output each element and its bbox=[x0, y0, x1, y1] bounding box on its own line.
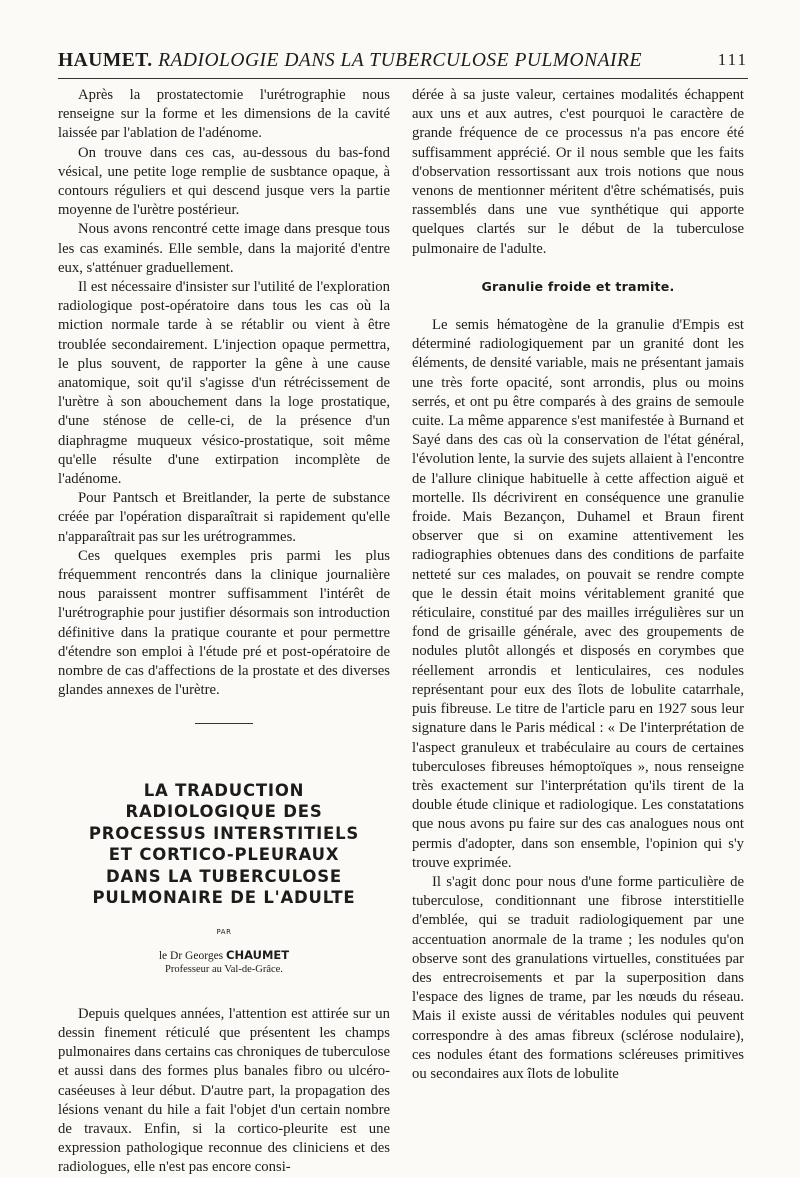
running-header bbox=[58, 50, 748, 79]
paragraph: Il s'agit donc pour nous d'une forme particulière de tuberculose, conditionnant une fibrose interstitielle d'emblée, qui se traduit radiologiquement par une accentuation anormale de la trame ; les nodules qu'on observe sont des granulations virtuelles, constituées par des entrecroisements et par la superposition dans l'espace des lignes de trame, par les nœuds du réseau. Mais il existe aussi de véritables nodules qui peuvent correspondre à des amas fibreux (sclérose nodulaire), ces nodules étant des formations scléreuses primitives ou secondaires aux îlots de lobulite bbox=[412, 873, 744, 1082]
article-title-line: ET CORTICO-PLEURAUX bbox=[108, 845, 340, 864]
byline-prefix: le Dr Georges bbox=[158, 949, 224, 962]
right-column bbox=[412, 86, 744, 1084]
article-title-line: RADIOLOGIQUE DES bbox=[125, 802, 323, 821]
paragraph: Le semis hématogène de la granulie d'Empis est déterminé radiologiquement par un granité dont les éléments, de densité variable, mais ne présentant jamais une très forte opacité, sont arrondis, plus ou moins serrés, et ont pu être comparés à des grains de semoule cuite. La même apparence s'est manifestée à Burnand et Sayé dans des cas où la conservation de l'état général, l'évolution lente, la survie des sujets allaient à l'encontre de l'allure clinique habituelle à cette affection aiguë et mortelle. Ils décrivirent en conséquence une granulie froide. Mais Bezançon, Duhamel et Braun firent observer que si on examine attentivement les radiographies obtenues dans des conditions de parfaite netteté sur ces malades, on pouvait se rendre compte que le dessin était moins véritablement granité que réticulaire, constitué par des mailles irrégulières sur un fond de grisaille générale, avec des groupements de nodules plutôt allongés et disposés en corymbes que réellement arrondis et lenticulaires, ces nodules représentant pour eux des îlots de lobulite catarrhale, puis fibreuse. Le titre de l'article paru en 1927 sous leur signature dans le Paris médical : « De l'interprétation de l'aspect granuleux et trabéculaire au cours de certaines tuberculoses fibreuses hémoptoïques », nous renseigne très exactement sur l'interprétation qu'ils tirent de la double étude clinique et radiologique. Les constatations que nous avons pu faire sur des cas analogues nous ont permis d'adopter, dans son ensemble, l'opinion qui s'y trouve exprimée. bbox=[412, 317, 744, 871]
article-title-line: DANS LA TUBERCULOSE bbox=[106, 866, 342, 886]
header-author: HAUMET. bbox=[58, 50, 153, 71]
article-title bbox=[58, 780, 390, 909]
article-title-line: PULMONAIRE DE L'ADULTE bbox=[92, 888, 356, 907]
paragraph: Pour Pantsch et Breitlander, la perte de substance créée par l'opération disparaîtrait si rapidement qu'elle n'apparaîtrait pas sur les urétrogrammes. bbox=[58, 490, 390, 545]
author-name: CHAUMET bbox=[226, 947, 290, 962]
par-label: PAR bbox=[216, 927, 232, 936]
section-heading: Granulie froide et tramite. bbox=[481, 278, 675, 294]
article-title-line: PROCESSUS INTERSTITIELS bbox=[88, 823, 360, 843]
paragraph: Il est nécessaire d'insister sur l'utilité de l'exploration radiologique post-opératoire dans tous les cas où la miction normale tarde à se rétablir ou vient à être troublée secondairement. L'injection opaque permettra, le plus souvent, de rapporter la gêne à une cause anatomique, soit qu'il s'agisse d'un rétrécissement de l'urètre à son abouchement dans la loge prostatique, d'une sténose de celle-ci, de la présence d'un diaphragme muqueux vésico-prostatique, soit même qu'elle résulte d'une extirpation incomplète de l'adénome. bbox=[58, 279, 390, 488]
article-title-line: LA TRADUCTION bbox=[143, 780, 305, 800]
paragraph: Après la prostatectomie l'urétrographie nous renseigne sur la forme et les dimensions de la cavité laissée par l'ablation de l'adénome. bbox=[58, 87, 390, 142]
paragraph: Ces quelques exemples pris parmi les plus fréquemment rencontrés dans la clinique journalière nous paraissent montrer suffisamment l'intérêt de l'urétrographie pour justifier désormais son introduction définitive dans la pratique courante et pour permettre d'étendre son emploi à l'étude pré et post-opératoire de nombre de cas d'affections de la prostate et des diverses glandes annexes de l'urètre. bbox=[58, 547, 390, 699]
continued-paragraph: dérée à sa juste valeur, certaines modalités échappent aux uns et aux autres, c'est pourquoi le caractère de grande fréquence de ce processus n'a pas encore été suffisamment apprécié. Or il nous semble que les faits d'observation ressortissant aux trois notions que nous venons de mentionner méritent d'être schématisés, puis rassemblés dans une vue synthétique qui apporte quelques clartés sur le début de la tuberculose pulmonaire de l'adulte. bbox=[412, 87, 744, 257]
header-title: RADIOLOGIE DANS LA TUBERCULOSE PULMONAIRE bbox=[158, 50, 642, 71]
byline bbox=[58, 948, 390, 963]
article-intro-paragraph: Depuis quelques années, l'attention est attirée sur un dessin finement réticulé que présentent les champs pulmonaires dans certains cas chroniques de tuberculose et aussi dans des formes plus banales fibro ou ulcéro-caséeuses à leur début. D'autre part, la propagation des lésions venant du hile a fait l'objet d'un certain nombre de travaux. Enfin, si la cortico-pleurite est une expression pathologique reconnue des cliniciens et des radiologues, elle n'est pas encore consi- bbox=[58, 1005, 390, 1176]
paragraph: Nous avons rencontré cette image dans presque tous les cas examinés. Elle semble, dans la majorité d'entre eux, s'atténuer graduellement. bbox=[58, 221, 390, 276]
left-column bbox=[58, 86, 390, 1178]
author-affiliation: Professeur au Val-de-Grâce. bbox=[165, 963, 283, 975]
paragraph: On trouve dans ces cas, au-dessous du bas-fond vésical, une petite loge remplie de susbtance opaque, à contours réguliers et qui descend jusque vers la partie moyenne de l'urètre postérieur. bbox=[58, 144, 390, 219]
section-divider bbox=[195, 723, 253, 724]
page-number: 111 bbox=[717, 50, 748, 69]
